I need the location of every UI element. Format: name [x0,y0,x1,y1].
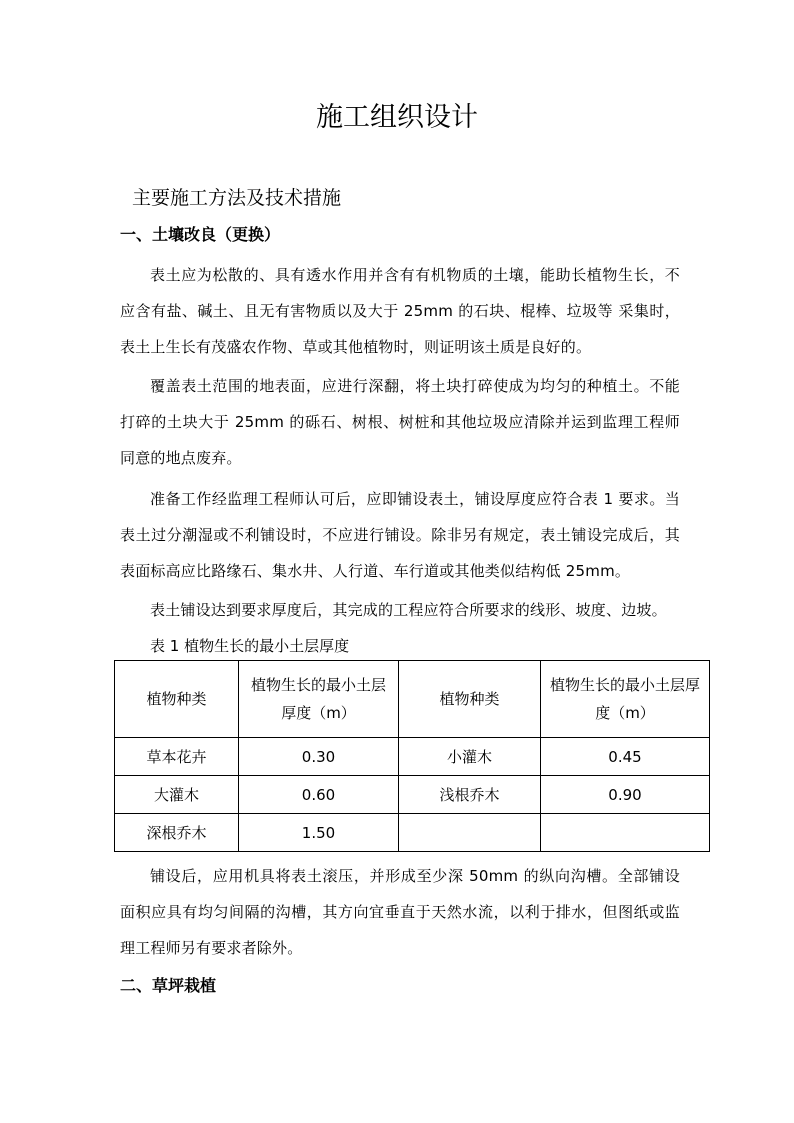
table-header-row [115,661,710,738]
paragraph-ground-preparation: 覆盖表土范围的地表面，应进行深翻，将土块打碎使成为均匀的种植土。不能打碎的土块大于 25mm 的砾石、树根、树桩和其他垃圾应清除并运到监理工程师同意的地点废弃。 [120,377,680,467]
section-heading: 主要施工方法及技术措施 [132,187,342,209]
table-cell: 浅根乔木 [399,776,541,814]
table-header-cell: 植物生长的最小土层厚度（m） [239,661,399,738]
table-cell: 0.30 [239,738,399,776]
table-row [115,776,710,814]
table-header-cell: 植物生长的最小土层厚度（m） [541,661,710,738]
table-row [115,814,710,852]
table-cell: 深根乔木 [115,814,239,852]
subsection-heading-soil: 一、土壤改良（更换） [120,225,281,244]
table-cell: 草本花卉 [115,738,239,776]
table-cell [541,814,710,852]
table-cell: 1.50 [239,814,399,852]
table-cell: 大灌木 [115,776,239,814]
table-cell: 0.45 [541,738,710,776]
table-cell: 0.90 [541,776,710,814]
subsection-heading-lawn: 二、草坪栽植 [120,976,217,995]
paragraph-finished-work: 表土铺设达到要求厚度后，其完成的工程应符合所要求的线形、坡度、边坡。 [150,601,667,619]
table-header-cell: 植物种类 [115,661,239,738]
table-caption: 表 1 植物生长的最小土层厚度 [150,637,350,655]
document-title: 施工组织设计 [316,102,478,133]
table-header-cell: 植物种类 [399,661,541,738]
paragraph-rolling-grooves: 铺设后，应用机具将表土滚压，并形成至少深 50mm 的纵向沟槽。全部铺设面积应具有均匀间隔的沟槽，其方向宜垂直于天然水流，以利于排水，但图纸或监理工程师另有要求者除外。 [120,867,680,957]
paragraph-topsoil-laying: 准备工作经监理工程师认可后，应即铺设表土，铺设厚度应符合表 1 要求。当表土过分潮湿或不利铺设时，不应进行铺设。除非另有规定，表土铺设完成后，其表面标高应比路缘石、集水井、人行道、车行道或其他类似结构低 25mm。 [120,490,680,580]
table-cell [399,814,541,852]
paragraph-topsoil-quality: 表土应为松散的、具有透水作用并含有有机物质的土壤，能助长植物生长，不应含有盐、碱土、且无有害物质以及大于 25mm 的石块、棍棒、垃圾等 采集时，表土上生长有茂盛农作物、草或其他植物时，则证明该土质是良好的。 [120,266,680,356]
table-cell: 小灌木 [399,738,541,776]
soil-thickness-table [114,660,710,852]
table-cell: 0.60 [239,776,399,814]
table-row [115,738,710,776]
